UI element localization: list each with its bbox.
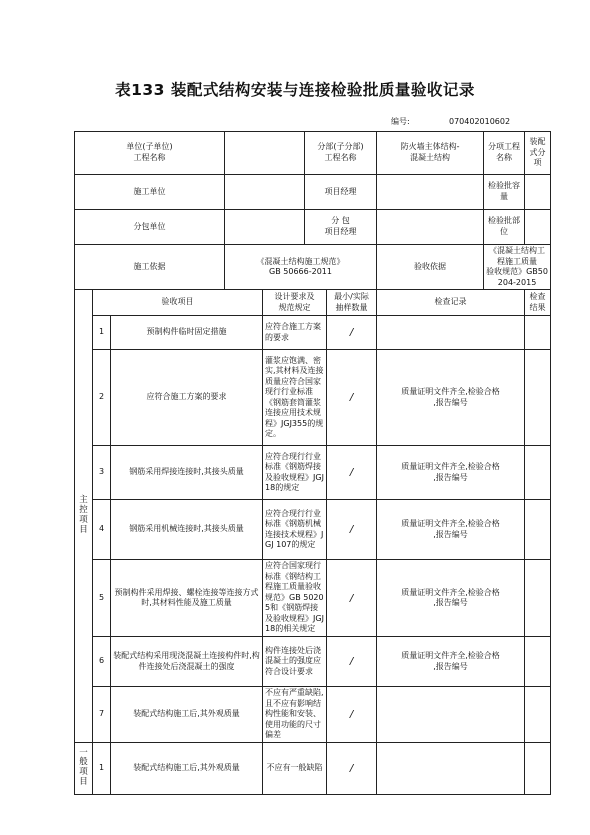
row-design: 应符合现行行业标准《钢筋机械连接技术规程》JGJ 107的规定 — [263, 500, 327, 560]
row-item: 钢筋采用机械连接时,其接头质量 — [111, 500, 263, 560]
row-item: 装配式结构施工后,其外观质量 — [111, 742, 263, 794]
column-header-row — [75, 290, 551, 316]
row-result — [525, 560, 551, 637]
row-result — [525, 350, 551, 446]
general-items-label: 一 般 项 目 — [75, 742, 93, 794]
row-record: 质量证明文件齐全,检验合格 ,报告编号 — [377, 500, 525, 560]
table-row — [75, 560, 551, 637]
sub-project-manager-label: 分 包 项目经理 — [305, 210, 377, 245]
row-number: 4 — [93, 500, 111, 560]
row-number: 1 — [93, 316, 111, 350]
row-result — [525, 316, 551, 350]
row-design: 应符合现行行业标准《钢筋焊接及验收规程》JGJ 18的规定 — [263, 446, 327, 500]
sub-item-label: 分项工程名称 — [484, 132, 525, 175]
batch-capacity-label: 检验批容量 — [484, 175, 525, 210]
row-number: 5 — [93, 560, 111, 637]
subcontractor-label: 分包单位 — [75, 210, 225, 245]
row-item: 应符合施工方案的要求 — [111, 350, 263, 446]
row-sampling: / — [327, 687, 377, 743]
col-record-header: 检查记录 — [377, 290, 525, 316]
serial-number — [391, 116, 510, 127]
row-sampling: / — [327, 560, 377, 637]
row-design: 不应有严重缺陷,且不应有影响结构性能和安装、使用功能的尺寸偏差 — [263, 687, 327, 743]
row-sampling: / — [327, 742, 377, 794]
table-row — [75, 316, 551, 350]
page-title: 表133 装配式结构安装与连接检验批质量验收记录 — [115, 81, 475, 99]
row-number: 1 — [93, 742, 111, 794]
row-item: 钢筋采用焊接连接时,其接头质量 — [111, 446, 263, 500]
row-item: 装配式结构采用现浇混凝土连接构件时,构件连接处后浇混凝土的强度 — [111, 637, 263, 687]
acceptance-basis-label: 验收依据 — [377, 245, 484, 290]
table-row — [75, 637, 551, 687]
row-result — [525, 500, 551, 560]
header-row-basis — [75, 245, 551, 290]
row-record — [377, 316, 525, 350]
row-sampling: / — [327, 350, 377, 446]
row-design: 构件连接处后浇混凝土的强度应符合设计要求 — [263, 637, 327, 687]
row-item: 预制构件临时固定措施 — [111, 316, 263, 350]
project-manager-value — [377, 175, 484, 210]
table-row — [75, 350, 551, 446]
header-row-subcontractor — [75, 210, 551, 245]
subcontractor-value — [225, 210, 305, 245]
col-item-header: 验收项目 — [93, 290, 263, 316]
row-number: 2 — [93, 350, 111, 446]
col-result-header: 检查 结果 — [525, 290, 551, 316]
col-sampling-header: 最小/实际 抽样数量 — [327, 290, 377, 316]
row-result — [525, 637, 551, 687]
table-row — [75, 500, 551, 560]
row-number: 3 — [93, 446, 111, 500]
sub-item-value: 装配式分项 — [525, 132, 551, 175]
row-number: 6 — [93, 637, 111, 687]
row-design: 不应有一般缺陷 — [263, 742, 327, 794]
table-row — [75, 687, 551, 743]
row-result — [525, 687, 551, 743]
table-row — [75, 742, 551, 794]
col-design-header: 设计要求及 规范规定 — [263, 290, 327, 316]
inspection-record-table — [74, 131, 551, 795]
sub-division-label: 分部(子分部) 工程名称 — [305, 132, 377, 175]
project-manager-label: 项目经理 — [305, 175, 377, 210]
unit-name-label: 单位(子单位) 工程名称 — [75, 132, 225, 175]
unit-name-value — [225, 132, 305, 175]
row-record — [377, 742, 525, 794]
row-number: 7 — [93, 687, 111, 743]
row-record — [377, 687, 525, 743]
batch-capacity-value — [525, 175, 551, 210]
header-row-construction — [75, 175, 551, 210]
row-item: 装配式结构施工后,其外观质量 — [111, 687, 263, 743]
sub-division-value: 防火墙主体结构- 混凝土结构 — [377, 132, 484, 175]
main-control-label: 主 控 项 目 — [75, 290, 93, 743]
header-row-unit — [75, 132, 551, 175]
row-record: 质量证明文件齐全,检验合格 ,报告编号 — [377, 560, 525, 637]
batch-location-label: 检验批部位 — [484, 210, 525, 245]
row-sampling: / — [327, 637, 377, 687]
batch-location-value — [525, 210, 551, 245]
row-sampling: / — [327, 316, 377, 350]
row-result — [525, 742, 551, 794]
construction-unit-value — [225, 175, 305, 210]
basis-label: 施工依据 — [75, 245, 225, 290]
construction-unit-label: 施工单位 — [75, 175, 225, 210]
row-sampling: / — [327, 446, 377, 500]
row-design: 灌浆应饱满、密实,其材料及连接质量应符合国家现行行业标准《钢筋套筒灌浆连接应用技术规程》JGJ355的规定。 — [263, 350, 327, 446]
row-record: 质量证明文件齐全,检验合格 ,报告编号 — [377, 350, 525, 446]
row-sampling: / — [327, 500, 377, 560]
acceptance-basis-value: 《混凝土结构工程施工质量 验收规范》GB50204-2015 — [484, 245, 551, 290]
table-row — [75, 446, 551, 500]
serial-label: 编号: — [391, 117, 410, 126]
row-record: 质量证明文件齐全,检验合格 ,报告编号 — [377, 446, 525, 500]
row-design: 应符合国家现行标准《钢结构工程施工质量验收规范》GB 50205和《钢筋焊接及验收规程》JGJ 18的相关规定 — [263, 560, 327, 637]
row-result — [525, 446, 551, 500]
serial-value: 070402010602 — [449, 117, 511, 126]
basis-value: 《混凝土结构施工规范》 GB 50666-2011 — [225, 245, 377, 290]
row-item: 预制构件采用焊接、螺栓连接等连接方式时,其材料性能及施工质量 — [111, 560, 263, 637]
row-record: 质量证明文件齐全,检验合格 ,报告编号 — [377, 637, 525, 687]
row-design: 应符合施工方案的要求 — [263, 316, 327, 350]
sub-project-manager-value — [377, 210, 484, 245]
